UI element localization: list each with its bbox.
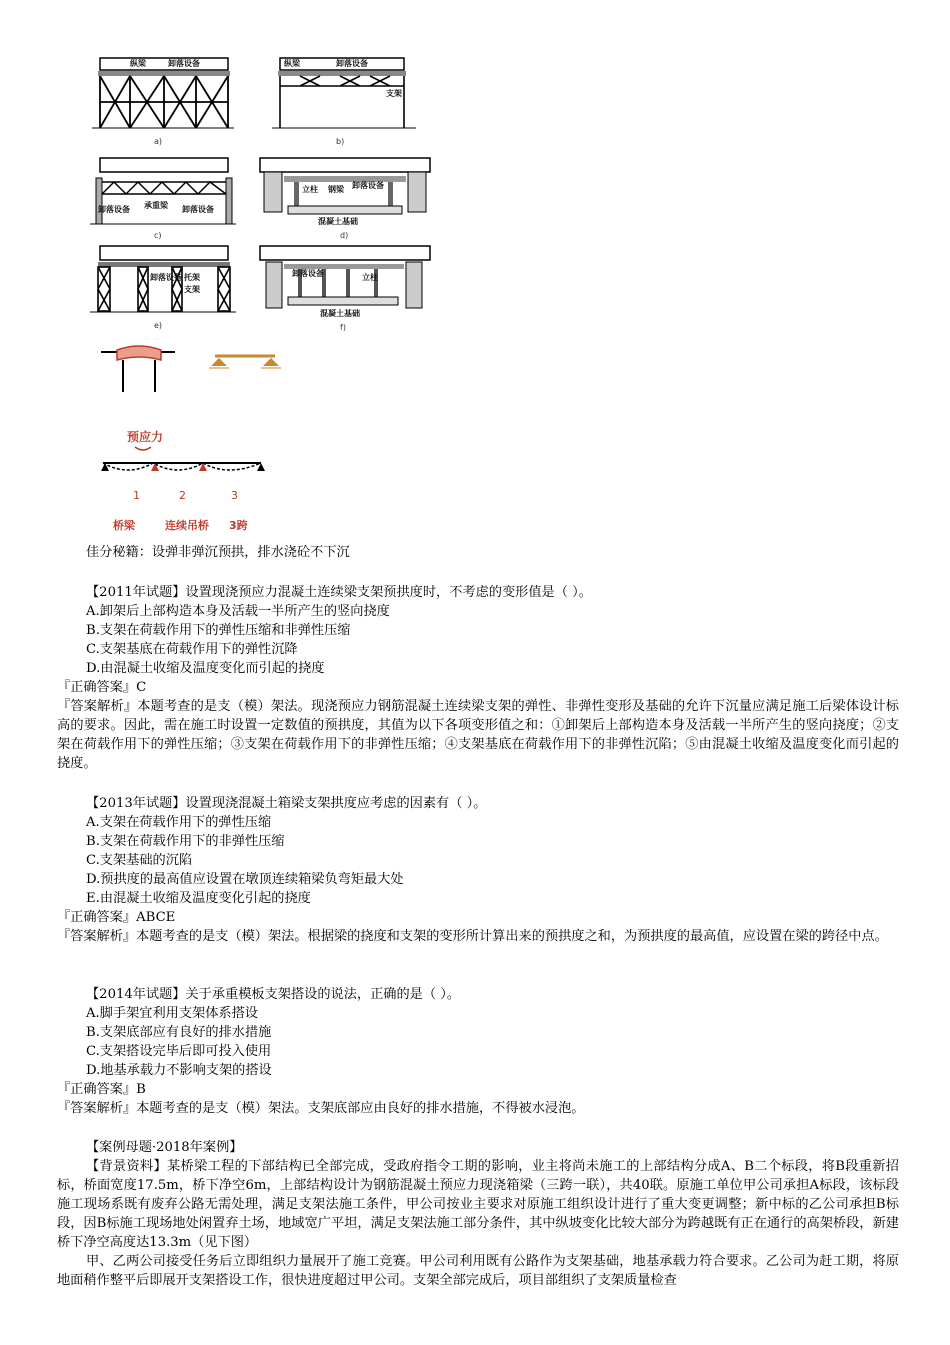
figure-c xyxy=(88,152,238,244)
label: 立柱 xyxy=(362,273,378,282)
span-number: 3 xyxy=(231,489,238,502)
figure-d xyxy=(258,152,433,244)
diagram-title: 预应力 xyxy=(127,430,164,444)
figure-caption: d) xyxy=(340,231,349,240)
falsework-diagram-d xyxy=(258,152,433,244)
answer-analysis: 『答案解析』本题考查的是支（模）架法。支架底部应由良好的排水措施，不得被水浸泡。 xyxy=(57,1101,585,1116)
label: 纵梁 xyxy=(130,59,146,68)
label: 卸落设备 xyxy=(98,205,130,214)
label: 卸落设备 xyxy=(352,181,384,190)
span-word: 连续吊桥 xyxy=(165,519,209,532)
figure-caption: e) xyxy=(154,321,163,330)
option: C.支架基础的沉陷 xyxy=(86,853,193,868)
label: 卸落设备 xyxy=(150,273,182,282)
label: 混凝土基础 xyxy=(320,309,360,318)
span-number: 2 xyxy=(179,489,186,502)
option: D.预拱度的最高值应设置在墩顶连续箱梁负弯矩最大处 xyxy=(86,872,404,887)
span-word: 3跨 xyxy=(229,519,248,532)
case-title: 【案例母题·2018年案例】 xyxy=(86,1140,243,1155)
case-paragraph: 甲、乙两公司接受任务后立即组织力量展开了施工竞赛。甲公司利用既有公路作为支架基础，地基承载力符合要求。乙公司为赶工期，将原地面稍作整平后即展开支架搭设工作，很快进度超过甲公司。支架全部完成后，项目部组织了支架质量检查 xyxy=(57,1254,899,1288)
prestress-diagram xyxy=(95,425,280,540)
label: 混凝土基础 xyxy=(318,217,358,226)
question-stem: 【2013年试题】设置现浇混凝土箱梁支架拱度应考虑的因素有（ ）。 xyxy=(86,796,487,811)
figure-a xyxy=(88,50,238,150)
falsework-diagram-c xyxy=(88,152,238,244)
figure-caption: f) xyxy=(340,323,346,332)
answer-analysis: 『答案解析』本题考查的是支（模）架法。根据梁的挠度和支架的变形所计算出来的预拱度之和，为预拱度的最高值，应设置在梁的跨径中点。 xyxy=(57,929,888,944)
question-stem: 【2011年试题】设置现浇预应力混凝土连续梁支架预拱度时，不考虑的变形值是（ ）。 xyxy=(86,585,592,600)
option: A.卸架后上部构造本身及活载一半所产生的竖向挠度 xyxy=(86,604,390,619)
figure-caption: a) xyxy=(154,137,163,146)
case-background: 【背景资料】某桥梁工程的下部结构已全部完成，受政府指令工期的影响，业主将尚未施工的上部结构分成A、B二个标段，将B段重新招标，桥面宽度17.5m，桥下净空6m，上部结构设计为钢筋混凝土预应力现浇箱梁（三跨一联），共40联。原施工单位甲公司承担A标段，该标段施工现场系既有废弃公路无需处理，满足支架法施工条件，甲公司按业主要求对原施工组织设计进行了重大变更调整；新中标的乙公司承担B标段，因B标施工现场地处闲置弃土场，地域宽广平坦，满足支架法施工部分条件，其中纵坡变化比较大部分为跨越既有正在通行的高架桥段，新建桥下净空高度达13.3m（见下图） xyxy=(57,1159,899,1250)
label: 立柱 xyxy=(302,185,318,194)
option: B.支架底部应有良好的排水措施 xyxy=(86,1025,272,1040)
falsework-diagram-b xyxy=(270,50,420,150)
falsework-diagram-a xyxy=(88,50,238,150)
label: 卸落设备 xyxy=(336,59,368,68)
camber-beam-illustration xyxy=(95,340,295,400)
figure-e xyxy=(88,242,238,334)
beam-camber-sketch xyxy=(95,340,295,400)
correct-answer: 『正确答案』B xyxy=(57,1082,146,1097)
figure-f xyxy=(258,242,433,334)
label: 卸落设备 xyxy=(168,59,200,68)
correct-answer: 『正确答案』ABCE xyxy=(57,910,176,925)
answer-analysis: 『答案解析』本题考查的是支（模）架法。现浇预应力钢筋混凝土连续梁支架的弹性、非弹性变形及基础的允许下沉量应满足施工后梁体设计标高的要求。因此，需在施工时设置一定数值的预拱度，其值为以下各项变形值之和：①卸架后上部构造本身及活载一半所产生的竖向挠度；②支架在荷载作用下的弹性压缩；③支架在荷载作用下的非弹性压缩；④支架基底在荷载作用下的非弹性沉陷；⑤由混凝土收缩及温度变化而引起的挠度。 xyxy=(57,699,899,771)
correct-answer: 『正确答案』C xyxy=(57,680,147,695)
falsework-diagram-e xyxy=(88,242,238,334)
label: 托架 xyxy=(184,273,200,282)
option: A.脚手架宜利用支架体系搭设 xyxy=(86,1006,258,1021)
figure-caption: c) xyxy=(154,231,162,240)
option: B.支架在荷载作用下的弹性压缩和非弹性压缩 xyxy=(86,623,351,638)
figure-caption: b) xyxy=(336,137,345,146)
label: 卸落设备 xyxy=(182,205,214,214)
option: E.由混凝土收缩及温度变化引起的挠度 xyxy=(86,891,311,906)
label: 承重梁 xyxy=(144,201,168,210)
label: 支架 xyxy=(184,285,200,294)
option: B.支架在荷载作用下的非弹性压缩 xyxy=(86,834,285,849)
option: C.支架搭设完毕后即可投入使用 xyxy=(86,1044,272,1059)
label: 支架 xyxy=(386,89,402,98)
option: A.支架在荷载作用下的弹性压缩 xyxy=(86,815,272,830)
label: 纵梁 xyxy=(284,59,300,68)
option: D.地基承载力不影响支架的搭设 xyxy=(86,1063,272,1078)
span-number: 1 xyxy=(133,489,140,502)
figure-b xyxy=(270,50,420,150)
span-word: 桥梁 xyxy=(113,519,135,532)
option: C.支架基底在荷载作用下的弹性沉降 xyxy=(86,642,298,657)
question-stem: 【2014年试题】关于承重模板支架搭设的说法，正确的是（ ）。 xyxy=(86,987,461,1002)
falsework-diagram-f xyxy=(258,242,433,334)
option: D.由混凝土收缩及温度变化而引起的挠度 xyxy=(86,661,325,676)
label: 卸落设备 xyxy=(292,269,324,278)
label: 钢梁 xyxy=(328,185,344,194)
prestress-continuous-beam xyxy=(95,425,280,540)
memory-tip: 佳分秘籍：设弹非弹沉预拱，排水浇砼不下沉 xyxy=(86,545,350,560)
